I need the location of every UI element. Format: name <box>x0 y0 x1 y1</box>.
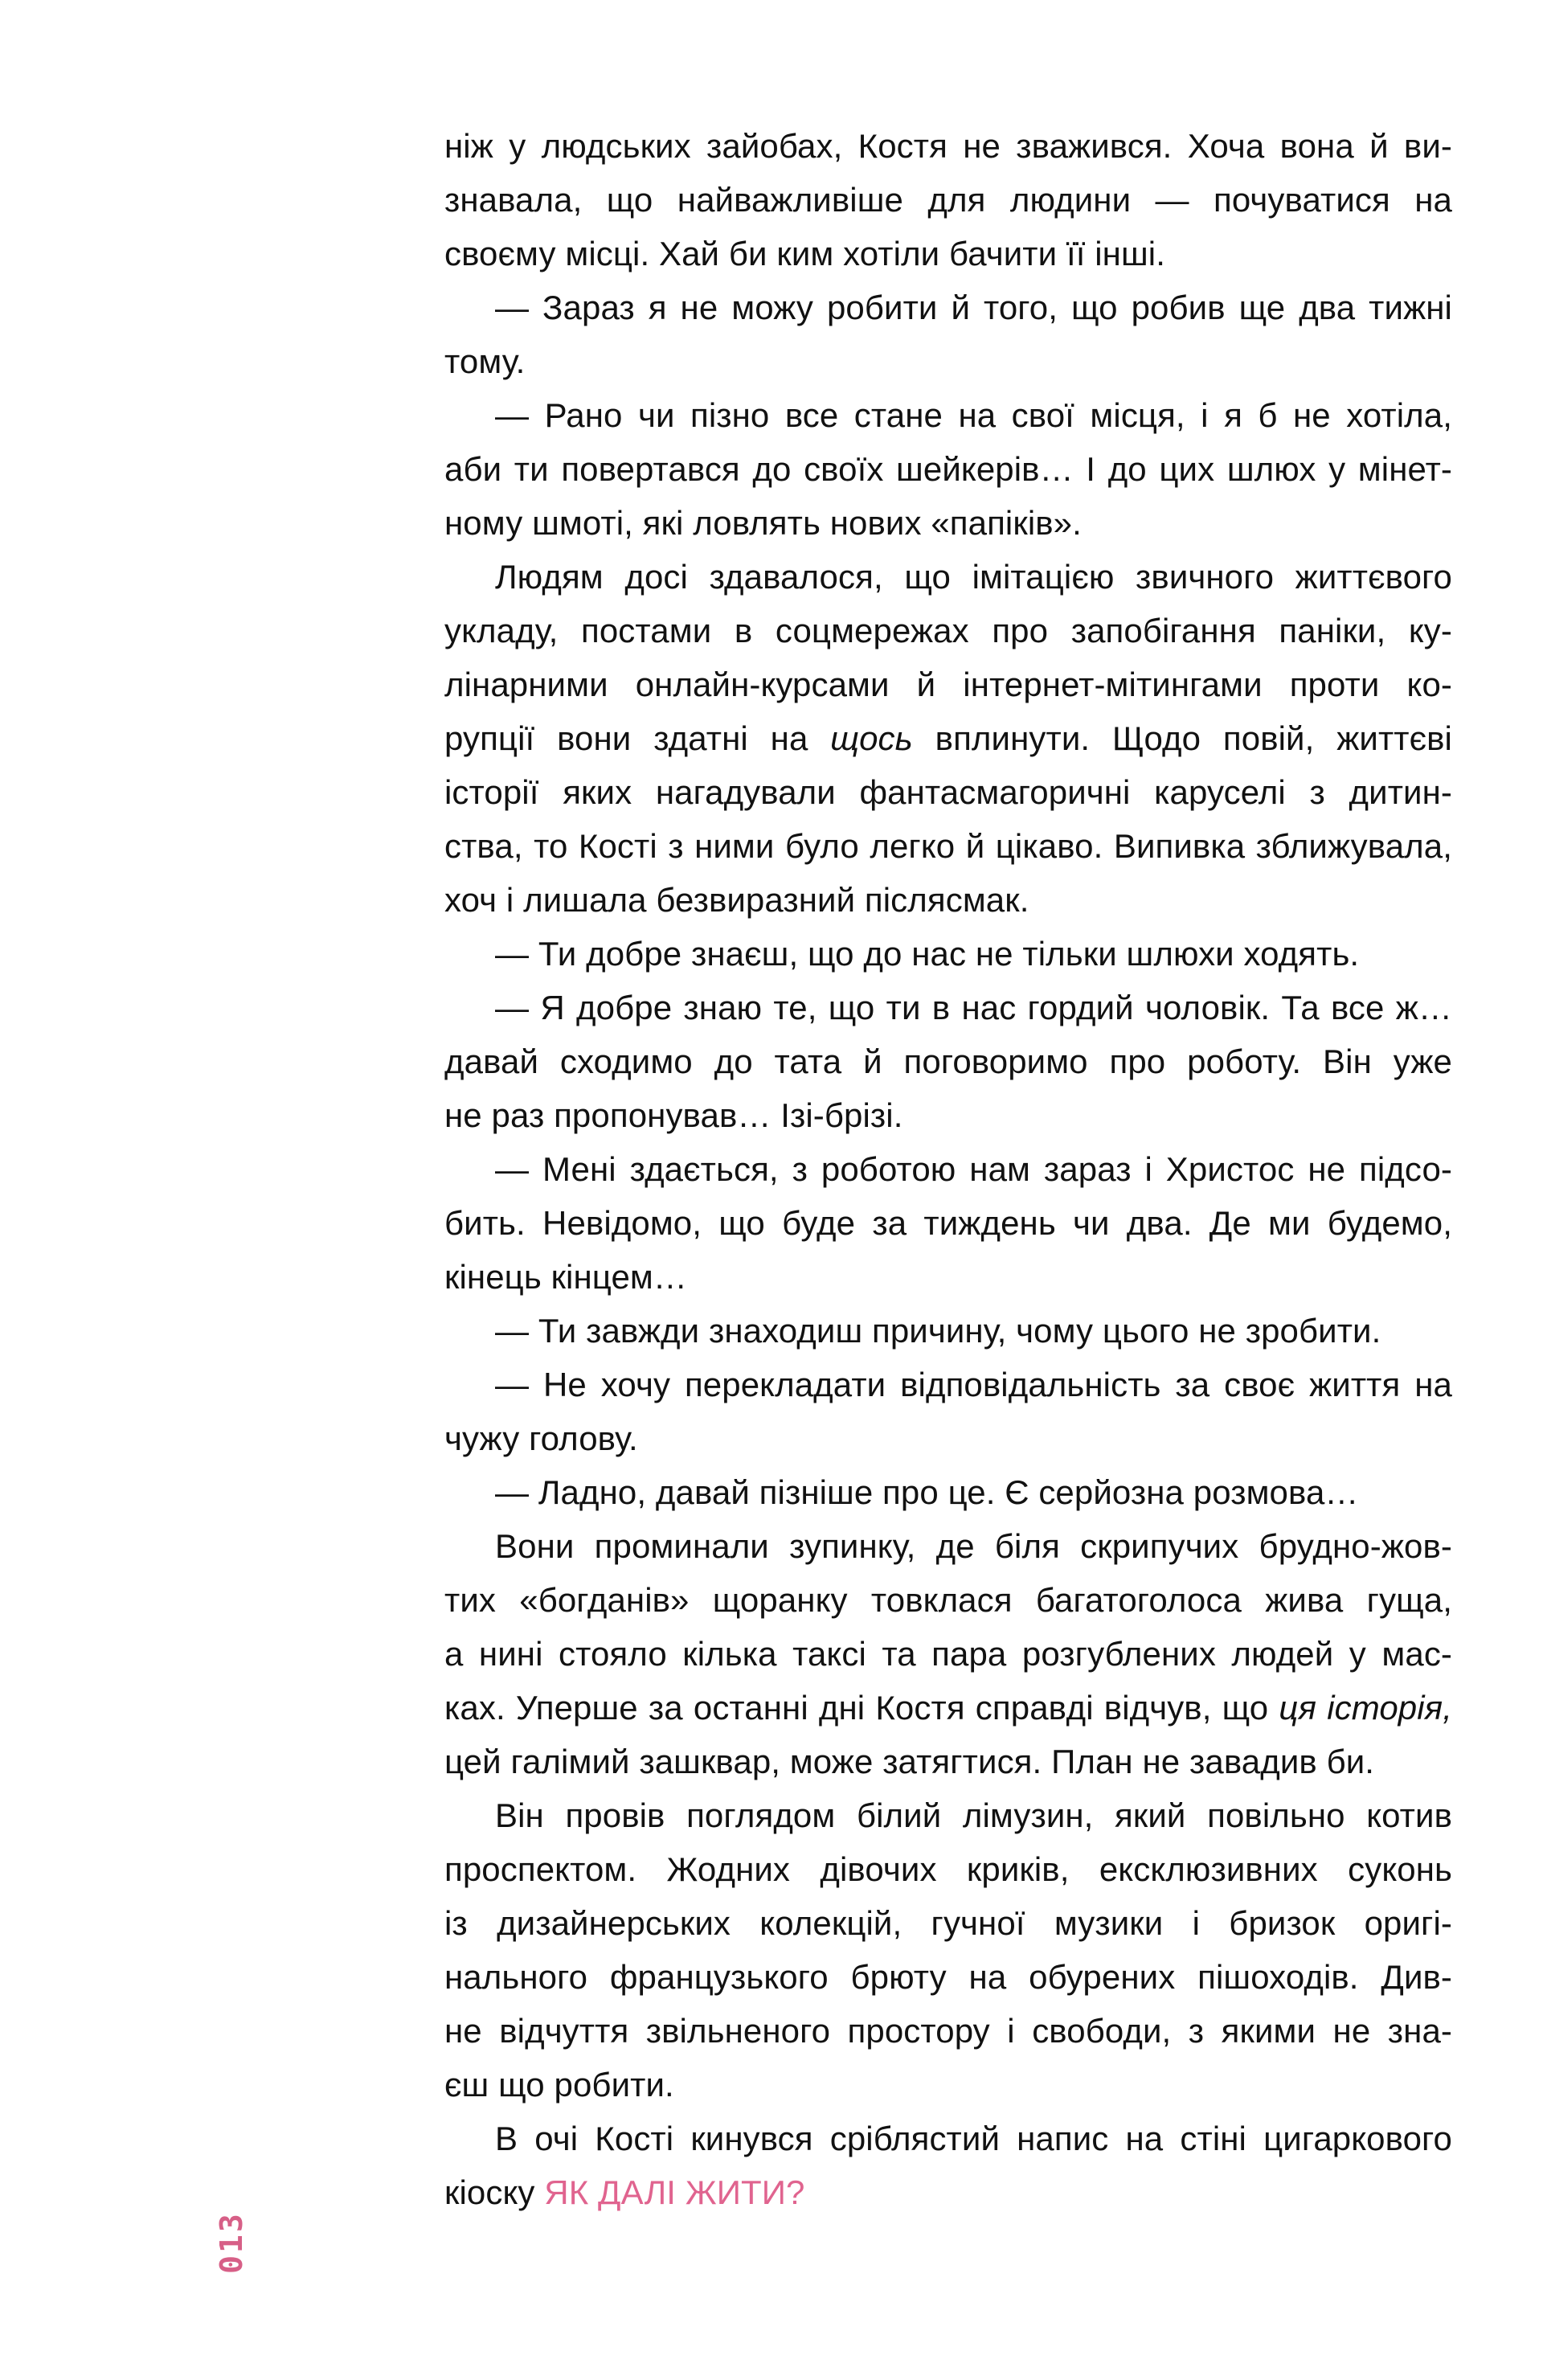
text-line <box>444 2004 1452 2058</box>
text-segment: давай сходимо до тата й поговоримо про роботу. Він уже <box>444 1043 1452 1080</box>
text-segment: нального французького брюту на обурених пішоходів. Див- <box>444 1958 1452 1996</box>
text-line <box>444 2112 1452 2165</box>
text-line <box>444 1788 1452 1842</box>
text-segment: хоч і лишала безвиразний післясмак. <box>444 881 1029 919</box>
text-line <box>444 1465 1452 1519</box>
text-segment: чужу голову. <box>444 1419 638 1457</box>
text-line <box>444 281 1452 334</box>
text-segment: проспектом. Жодних дівочих криків, ексклюзивних суконь <box>444 1850 1452 1888</box>
text-line <box>444 981 1452 1034</box>
text-segment: знавала, що найважливіше для людини — почуватися на <box>444 181 1452 219</box>
text-line <box>444 1842 1452 1896</box>
text-column <box>444 119 1452 2219</box>
text-segment: укладу, постами в соцмережах про запобігання паніки, ку- <box>444 612 1452 649</box>
text-line <box>444 388 1452 442</box>
italic-phrase: щось <box>830 719 913 757</box>
text-segment: ках. Уперше за останні дні Костя справді відчув, що <box>444 1689 1279 1727</box>
text-line <box>444 173 1452 227</box>
text-line <box>444 119 1452 173</box>
text-line <box>444 227 1452 281</box>
text-segment: вплинути. Щодо повій, життєві <box>912 719 1452 757</box>
text-segment: історії яких нагадували фантасмагоричні каруселі з дитин- <box>444 773 1452 811</box>
text-line <box>444 1088 1452 1142</box>
text-segment: Людям досі здавалося, що імітацією звичного життєвого <box>495 558 1452 596</box>
text-segment: ства, то Кості з ними було легко й цікаво. Випивка зближувала, <box>444 827 1452 865</box>
text-segment: — Рано чи пізно все стане на свої місця, і я б не хотіла, <box>495 396 1452 434</box>
text-segment: Він провів поглядом білий лімузин, який повільно котив <box>495 1796 1452 1834</box>
text-segment: аби ти повертався до своїх шейкерів… І до цих шлюх у мінет- <box>444 450 1452 488</box>
text-segment: а нині стояло кілька таксі та пара розгублених людей у мас- <box>444 1635 1452 1673</box>
text-line <box>444 927 1452 981</box>
text-line <box>444 1142 1452 1196</box>
text-segment: своєму місці. Хай би ким хотіли бачити її інші. <box>444 235 1165 272</box>
text-segment: бить. Невідомо, що буде за тиждень чи два. Де ми будемо, <box>444 1204 1452 1242</box>
text-line <box>444 657 1452 711</box>
page-number-badge: 013 <box>214 2211 249 2274</box>
text-line <box>444 1196 1452 1250</box>
text-segment: лінарними онлайн-курсами й інтернет-мітингами проти ко- <box>444 666 1452 703</box>
text-line <box>444 1735 1452 1788</box>
text-segment: цей галімий зашквар, може затягтися. План не завадив би. <box>444 1743 1375 1780</box>
text-line <box>444 1304 1452 1358</box>
text-line <box>444 2058 1452 2112</box>
text-line <box>444 1950 1452 2004</box>
text-line <box>444 873 1452 927</box>
text-segment: ніж у людських зайобах, Костя не зважився. Хоча вона й ви- <box>444 127 1452 165</box>
text-segment: — Ти добре знаєш, що до нас не тільки шлюхи ходять. <box>495 935 1360 973</box>
text-line <box>444 1250 1452 1304</box>
text-line <box>444 1573 1452 1627</box>
text-segment: Вони проминали зупинку, де біля скрипучих брудно-жов- <box>495 1527 1452 1565</box>
text-segment: не раз пропонував… Ізі-брізі. <box>444 1096 903 1134</box>
text-line <box>444 604 1452 657</box>
text-segment: — Не хочу перекладати відповідальність за своє життя на <box>495 1366 1452 1403</box>
text-segment: В очі Кості кинувся сріблястий напис на стіні цигаркового <box>495 2120 1452 2157</box>
text-segment: — Зараз я не можу робити й того, що робив ще два тижні <box>495 289 1452 326</box>
text-segment: із дизайнерських колекцій, гучної музики і бризок оригі- <box>444 1904 1452 1942</box>
text-line <box>444 550 1452 604</box>
text-line <box>444 1358 1452 1411</box>
text-line <box>444 819 1452 873</box>
text-line <box>444 1519 1452 1573</box>
text-segment: єш що робити. <box>444 2066 674 2103</box>
italic-phrase: ця історія, <box>1279 1689 1452 1727</box>
text-line <box>444 1627 1452 1681</box>
text-segment: кіоску <box>444 2173 545 2211</box>
text-line <box>444 1411 1452 1465</box>
text-segment: не відчуття звільненого простору і свободи, з якими не зна- <box>444 2012 1452 2050</box>
text-segment: — Мені здається, з роботою нам зараз і Христос не підсо- <box>495 1150 1452 1188</box>
text-segment: рупції вони здатні на <box>444 719 831 757</box>
text-line <box>444 442 1452 496</box>
text-segment: — Ти завжди знаходиш причину, чому цього не зробити. <box>495 1312 1381 1350</box>
text-line <box>444 711 1452 765</box>
text-line <box>444 2165 1452 2219</box>
text-line <box>444 1034 1452 1088</box>
text-segment: кінець кінцем… <box>444 1258 687 1296</box>
accent-phrase: ЯК ДАЛІ ЖИТИ? <box>544 2173 805 2211</box>
text-segment: тому. <box>444 342 526 380</box>
text-line <box>444 334 1452 388</box>
text-segment: ному шмоті, які ловлять нових «папіків». <box>444 504 1082 542</box>
text-line <box>444 765 1452 819</box>
text-segment: — Я добре знаю те, що ти в нас гордий чоловік. Та все ж… <box>495 989 1452 1026</box>
text-segment: — Ладно, давай пізніше про це. Є серйозна розмова… <box>495 1473 1359 1511</box>
text-line <box>444 1681 1452 1735</box>
text-line <box>444 496 1452 550</box>
text-line <box>444 1896 1452 1950</box>
text-segment: тих «богданів» щоранку товклася багатоголоса жива гуща, <box>444 1581 1452 1619</box>
